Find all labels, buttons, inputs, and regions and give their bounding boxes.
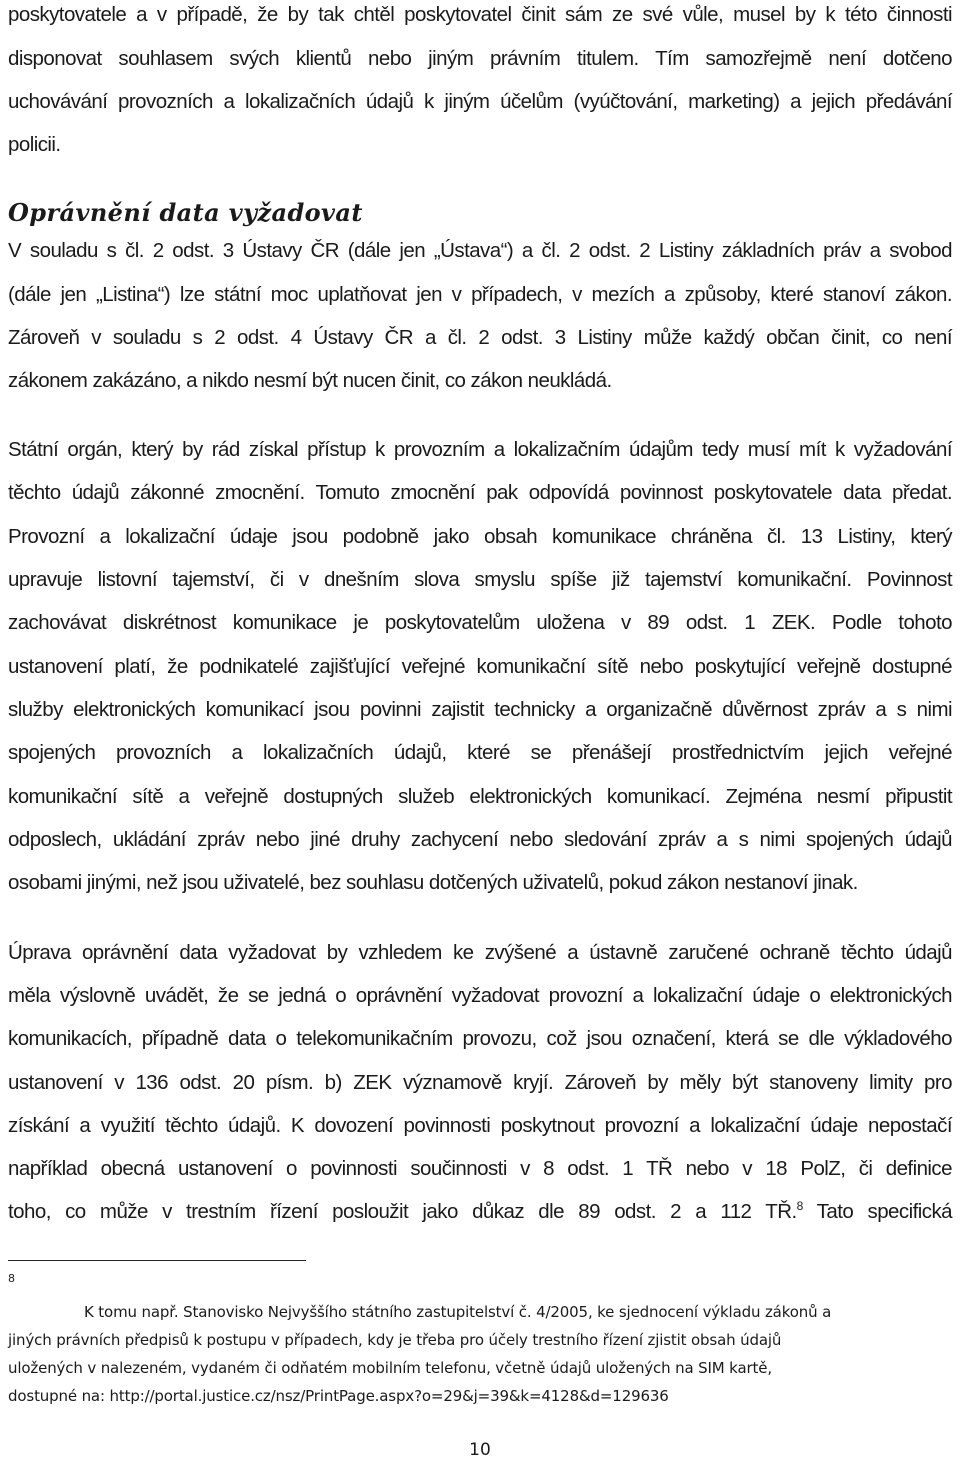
page-number: 10 <box>469 1440 491 1460</box>
footnote-line: uložených v nalezeném, vydaném či odňatém mobilním telefonu, včetně údajů uložených na SIM kartě, <box>8 1359 772 1377</box>
paragraph-line: získání a využití těchto údajů. K dovození povinnosti poskytnout provozní a lokalizační údaje nepostačí <box>8 1114 952 1137</box>
footnote-mark: 8 <box>8 1272 15 1285</box>
paragraph-text: Tato specifická <box>802 1200 952 1223</box>
paragraph-line: policii. <box>8 133 61 156</box>
paragraph-line: osobami jinými, než jsou uživatelé, bez souhlasu dotčených uživatelů, pokud zákon nestanoví jinak. <box>8 871 858 894</box>
paragraph-line: poskytovatele a v případě, že by tak chtěl poskytovatel činit sám ze své vůle, musel by k této činnosti <box>8 3 952 26</box>
paragraph-line: Státní orgán, který by rád získal přístup k provozním a lokalizačním údajům tedy musí mít k vyžadování <box>8 438 952 461</box>
paragraph-line: služby elektronických komunikací jsou povinni zajistit technicky a organizačně důvěrnost zpráv a s nimi <box>8 698 952 721</box>
paragraph-line: uchovávání provozních a lokalizačních údajů k jiným účelům (vyúčtování, marketing) a jejich předávání <box>8 90 952 113</box>
paragraph-line: ustanovení v 136 odst. 20 písm. b) ZEK významově kryjí. Zároveň by měly být stanoveny limity pro <box>8 1071 952 1094</box>
footnote-separator <box>8 1260 306 1261</box>
footnote-reference[interactable]: 8 <box>796 1199 803 1214</box>
paragraph-line-with-footnote-ref <box>8 1199 952 1225</box>
paragraph-line: měla výslovně uvádět, že se jedná o oprávnění vyžadovat provozní a lokalizační údaje o elektronických <box>8 984 952 1007</box>
paragraph-line: spojených provozních a lokalizačních údajů, které se přenášejí prostřednictvím jejich veřejné <box>8 741 952 764</box>
paragraph-line: (dále jen „Listina“) lze státní moc uplatňovat jen v případech, v mezích a způsoby, které stanoví zákon. <box>8 283 952 306</box>
paragraph-line: zákonem zakázáno, a nikdo nesmí být nucen činit, co zákon neukládá. <box>8 369 612 392</box>
paragraph-line: odposlech, ukládání zpráv nebo jiné druhy zachycení nebo sledování zpráv a s nimi spojených údajů <box>8 828 952 851</box>
paragraph-text: toho, co může v trestním řízení posloužit jako důkaz dle 89 odst. 2 a 112 TŘ. <box>8 1200 797 1223</box>
paragraph-line: V souladu s čl. 2 odst. 3 Ústavy ČR (dále jen „Ústava“) a čl. 2 odst. 2 Listiny základních práv a svobod <box>8 239 952 262</box>
section-heading: Oprávnění data vyžadovat <box>8 198 363 227</box>
paragraph-line: komunikacích, případně data o telekomunikačním provozu, což jsou označení, která se dle výkladového <box>8 1027 952 1050</box>
paragraph-line: Úprava oprávnění data vyžadovat by vzhledem ke zvýšené a ústavně zaručené ochraně těchto údajů <box>8 941 952 964</box>
paragraph-line: například obecná ustanovení o povinnosti součinnosti v 8 odst. 1 TŘ nebo v 18 PolZ, či definice <box>8 1157 952 1180</box>
footnote-line: jiných právních předpisů k postupu v případech, kdy je třeba pro účely trestního řízení zjistit obsah údajů <box>8 1331 782 1349</box>
paragraph-line: disponovat souhlasem svých klientů nebo jiným právním titulem. Tím samozřejmě není dotčeno <box>8 47 952 70</box>
footnote-line: K tomu např. Stanovisko Nejvyššího státního zastupitelství č. 4/2005, ke sjednocení výkladu zákonů a <box>84 1303 832 1321</box>
paragraph-line: upravuje listovní tajemství, či v dnešním slova smyslu spíše již tajemství komunikační. Povinnost <box>8 568 952 591</box>
paragraph-line: ustanovení platí, že podnikatelé zajišťující veřejné komunikační sítě nebo poskytující veřejně dostupné <box>8 655 952 678</box>
footnote-link[interactable]: dostupné na: http://portal.justice.cz/nsz/PrintPage.aspx?o=29&j=39&k=4128&d=129636 <box>8 1387 669 1405</box>
paragraph-line: těchto údajů zákonné zmocnění. Tomuto zmocnění pak odpovídá povinnost poskytovatele data předat. <box>8 481 952 504</box>
paragraph-line: Provozní a lokalizační údaje jsou podobně jako obsah komunikace chráněna čl. 13 Listiny, který <box>8 525 952 548</box>
paragraph-line: komunikační sítě a veřejně dostupných služeb elektronických komunikací. Zejména nesmí připustit <box>8 785 952 808</box>
paragraph-line: zachovávat diskrétnost komunikace je poskytovatelům uložena v 89 odst. 1 ZEK. Podle tohoto <box>8 611 952 634</box>
paragraph-line: Zároveň v souladu s 2 odst. 4 Ústavy ČR a čl. 2 odst. 3 Listiny může každý občan činit, co není <box>8 326 952 349</box>
